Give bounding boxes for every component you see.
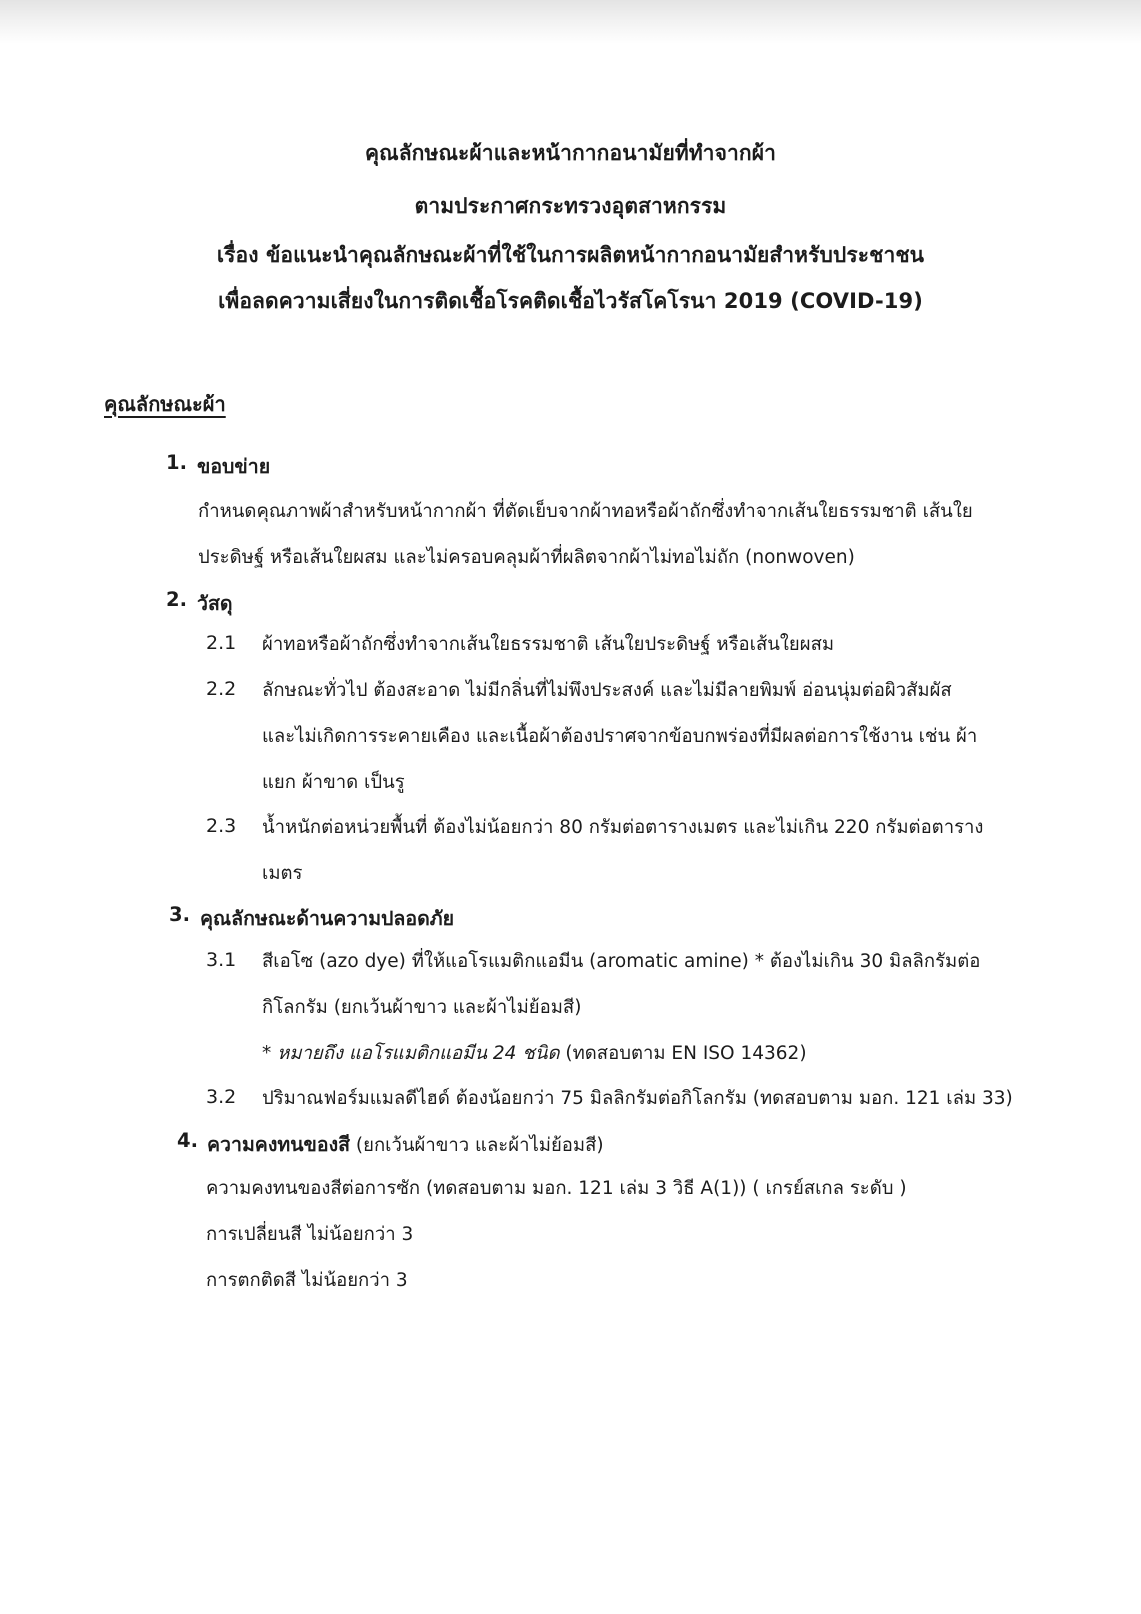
- item-2-1-line-1: ผ้าทอหรือผ้าถักซึ่งทำจากเส้นใยธรรมชาติ เส้นใยประดิษฐ์ หรือเส้นใยผสม: [262, 634, 835, 655]
- item-4-heading: [207, 1129, 604, 1160]
- item-3-number: 3.: [169, 903, 190, 926]
- note-italic: * หมายถึง แอโรแมติกแอมีน 24 ชนิด: [262, 1043, 560, 1064]
- item-2-3-number: 2.3: [206, 815, 237, 837]
- item-2-2-line-1: ลักษณะทั่วไป ต้องสะอาด ไม่มีกลิ่นที่ไม่พึงประสงค์ และไม่มีลายพิมพ์ อ่อนนุ่มต่อผิวสัมผัส: [262, 680, 952, 701]
- item-4-title-suffix: (ยกเว้นผ้าขาว และผ้าไม่ย้อมสี): [350, 1135, 604, 1156]
- title-line-4: เพื่อลดความเสี่ยงในการติดเชื้อโรคติดเชื้อไวรัสโคโรนา 2019 (COVID-19): [218, 289, 923, 313]
- item-3-2-number: 3.2: [206, 1086, 237, 1108]
- item-4-line-2: การเปลี่ยนสี ไม่น้อยกว่า 3: [206, 1224, 414, 1245]
- section-heading: คุณลักษณะผ้า: [104, 392, 226, 416]
- item-4-title: ความคงทนของสี: [207, 1133, 351, 1156]
- item-2-3-line-2: เมตร: [262, 863, 303, 884]
- item-1-line-1: กำหนดคุณภาพผ้าสำหรับหน้ากากผ้า ที่ตัดเย็บจากผ้าทอหรือผ้าถักซึ่งทำจากเส้นใยธรรมชาติ เส้นใย: [198, 501, 973, 522]
- item-3-2-line-1: ปริมาณฟอร์มแมลดีไฮด์ ต้องน้อยกว่า 75 มิลลิกรัมต่อกิโลกรัม (ทดสอบตาม มอก. 121 เล่ม 33): [262, 1088, 1013, 1109]
- item-2-3-line-1: น้ำหนักต่อหน่วยพื้นที่ ต้องไม่น้อยกว่า 80 กรัมต่อตารางเมตร และไม่เกิน 220 กรัมต่อตาราง: [262, 817, 984, 838]
- item-2-2-number: 2.2: [206, 678, 237, 700]
- item-3-1-number: 3.1: [206, 949, 237, 971]
- note-normal: (ทดสอบตาม EN ISO 14362): [559, 1043, 807, 1064]
- title-line-3: เรื่อง ข้อแนะนำคุณลักษณะผ้าที่ใช้ในการผลิตหน้ากากอนามัยสำหรับประชาชน: [216, 243, 925, 267]
- item-4-number: 4.: [177, 1129, 198, 1152]
- item-2-1-number: 2.1: [206, 632, 237, 654]
- item-1-number: 1.: [166, 451, 187, 474]
- item-3-1-line-2: กิโลกรัม (ยกเว้นผ้าขาว และผ้าไม่ย้อมสี): [262, 997, 582, 1018]
- item-2-number: 2.: [166, 588, 187, 611]
- item-2-2-line-2: และไม่เกิดการระคายเคือง และเนื้อผ้าต้องปราศจากข้อบกพร่องที่มีผลต่อการใช้งาน เช่น ผ้า: [262, 726, 978, 747]
- item-1-line-2: ประดิษฐ์ หรือเส้นใยผสม และไม่ครอบคลุมผ้าที่ผลิตจากผ้าไม่ทอไม่ถัก (nonwoven): [198, 547, 855, 568]
- item-2-title: วัสดุ: [197, 592, 233, 615]
- title-line-2: ตามประกาศกระทรวงอุตสาหกรรม: [414, 194, 727, 218]
- item-3-title: คุณลักษณะด้านความปลอดภัย: [200, 907, 455, 930]
- item-1-title: ขอบข่าย: [197, 455, 271, 478]
- item-3-1-note: [262, 1039, 807, 1068]
- item-2-2-line-3: แยก ผ้าขาด เป็นรู: [262, 772, 405, 793]
- item-4-line-3: การตกติดสี ไม่น้อยกว่า 3: [206, 1270, 408, 1291]
- title-line-1: คุณลักษณะผ้าและหน้ากากอนามัยที่ทำจากผ้า: [364, 141, 776, 165]
- item-3-1-line-1: สีเอโซ (azo dye) ที่ให้แอโรแมติกแอมีน (aromatic amine) * ต้องไม่เกิน 30 มิลลิกรัมต่อ: [262, 951, 981, 972]
- item-4-line-1: ความคงทนของสีต่อการซัก (ทดสอบตาม มอก. 121 เล่ม 3 วิธี A(1)) ( เกรย์สเกล ระดับ ): [206, 1178, 907, 1199]
